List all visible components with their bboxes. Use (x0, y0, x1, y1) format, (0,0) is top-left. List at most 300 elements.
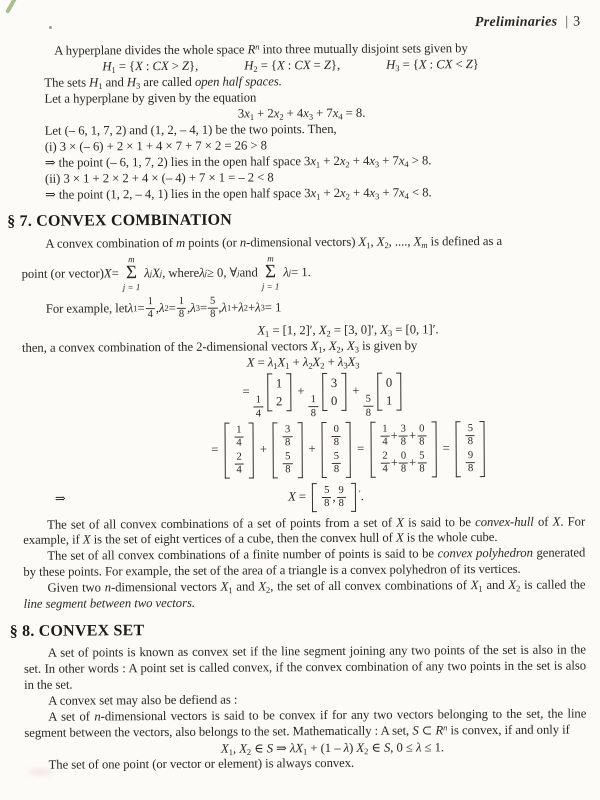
text-run: = (439, 441, 453, 456)
text-run: }, (188, 58, 199, 73)
text-run: is defined as a (427, 233, 503, 249)
subscript: 2 (345, 159, 350, 170)
convex-set-math-def-paragraph (24, 706, 586, 741)
text-run: + (289, 355, 303, 370)
subscript: 4 (404, 159, 409, 170)
italic-text-run: x (369, 185, 376, 200)
text-run: + 2 (320, 153, 340, 169)
text-run: and (239, 265, 258, 280)
right-bracket (249, 422, 254, 478)
fraction (146, 296, 155, 321)
numerator: 0 (332, 424, 341, 437)
vector-row (386, 393, 392, 409)
vector-rows (278, 422, 298, 478)
denominator: 8 (284, 437, 291, 449)
text-run: points (or (185, 235, 240, 250)
italic-text-run: R (435, 722, 444, 737)
subscript: 3 (308, 111, 314, 122)
numerator: 9 (336, 485, 345, 498)
denominator: 8 (333, 464, 340, 476)
numerator: 5 (466, 423, 475, 436)
italic-text-run: n (239, 235, 247, 250)
numerator: 5 (283, 451, 292, 464)
text-run: = { (257, 58, 277, 73)
italic-text-run: S (266, 741, 274, 756)
line-segment-paragraph (23, 578, 585, 613)
subscript: 1 (366, 240, 371, 251)
denominator: 8 (324, 498, 330, 510)
text-run: into three mutually disjoint sets given by (259, 41, 468, 57)
single-point-convex-line (25, 755, 587, 774)
text-run: The set of one point (or vector or element) is always convex. (48, 756, 355, 773)
text-run: > (168, 58, 183, 73)
italic-text-run: Z (181, 58, 190, 73)
italic-text-run: H (244, 58, 254, 73)
denominator: 4 (255, 407, 262, 419)
denominator: 4 (236, 437, 242, 449)
italic-text-run: X (318, 323, 327, 338)
subscript: 1 (316, 191, 321, 202)
italic-text-run: Z (465, 57, 473, 72)
fraction (336, 485, 345, 510)
vector-row (379, 450, 427, 475)
text-run: }, (330, 57, 341, 72)
italic-text-run: H (386, 57, 396, 72)
text-run: ⇒ (272, 741, 290, 756)
subscript: 2 (384, 240, 389, 251)
column-vector (273, 422, 303, 478)
text-run: = [3, 0]′, (330, 322, 381, 338)
italic-text-run: λ (337, 355, 344, 370)
text-run: = (295, 489, 310, 504)
subscript: 3 (355, 360, 360, 371)
text-run: + (256, 442, 271, 457)
italic-text-run: S (383, 741, 391, 756)
denominator: 8 (338, 498, 344, 510)
column-vector (267, 373, 292, 411)
text-run: A convex combination of (45, 235, 177, 251)
italic-text-run: n (94, 709, 101, 724)
vector-row (331, 375, 337, 391)
italic-text-run: X (103, 266, 112, 281)
text-run: and (482, 578, 509, 593)
fraction (466, 423, 475, 448)
column-vector (312, 483, 356, 512)
text-run: = [0, 1]′. (392, 322, 439, 337)
text-run: + 2 (253, 106, 274, 121)
text-run: Given two (47, 580, 105, 595)
italic-text-run: X (220, 579, 229, 594)
fraction (177, 296, 186, 321)
text-run: is given by (358, 338, 418, 353)
text-run: ≥ 0, ∀ (206, 265, 238, 280)
text-run: = (353, 441, 368, 456)
italic-text-run: λ (144, 266, 150, 281)
text-run: 3 (237, 106, 245, 121)
numerator: 1 (177, 296, 186, 309)
italic-text-run: H (102, 59, 112, 74)
text-run: } (472, 57, 479, 72)
text-run: A set of points is known as convex set if the line segment joining any two points of the set is also in the set. In other words : A point set is called convex, if the convex combination of any two points in the set is also in the set. (23, 642, 587, 692)
italic-text-run: X (312, 355, 321, 370)
italic-text-run: x (398, 185, 405, 200)
text-run: A convex set may also be defiend as : (48, 692, 238, 708)
denominator: 8 (310, 407, 317, 419)
text-run: = (211, 442, 222, 457)
text-run: = (168, 301, 176, 316)
right-bracket (351, 483, 356, 512)
subscript: 3 (354, 344, 360, 355)
text-run: generated by these points. For example, the set of the area of a triangle is a convex polyhedron of its vertices. (23, 545, 586, 580)
italic-text-run: X (257, 323, 266, 338)
denominator: 8 (400, 463, 407, 475)
italic-text-run: X (276, 58, 285, 73)
text-run: 0 (330, 394, 338, 409)
italic-text-run: X (413, 234, 422, 249)
text-run: + 4 (283, 106, 304, 121)
text-run: ⊂ (418, 722, 436, 738)
italic-text-run: X (82, 532, 91, 547)
italic-text-run: X (310, 339, 319, 354)
italic-text-run: H (89, 75, 99, 90)
convex-combination-def-line1 (45, 232, 583, 251)
italic-text-run: λ (158, 301, 165, 316)
italic-text-run: X (358, 234, 367, 249)
text-run: A hyperplane divides the whole space (54, 42, 248, 58)
text-run: , (232, 742, 240, 757)
italic-text-run: X (152, 266, 160, 281)
combination-eq-symbolic (22, 353, 584, 372)
vector-rows (317, 483, 351, 512)
sigma-symbol: Σ (125, 262, 138, 284)
subscript: 1 (273, 360, 278, 372)
fraction (466, 450, 475, 475)
text-run: , (187, 301, 191, 316)
right-bracket (297, 422, 302, 478)
column-vector (322, 422, 352, 478)
implies-arrow: ⇒ (54, 491, 66, 506)
denominator: 8 (285, 464, 291, 476)
case-ii-result-line (45, 183, 583, 202)
subscript: 3 (135, 80, 141, 91)
text-run: Let a hyperplane by given by the equation (44, 90, 257, 106)
right-bracket (480, 421, 485, 477)
subscript: 1 (478, 583, 483, 594)
vector-row (331, 451, 342, 476)
section-7-heading: § 7. CONVEX COMBINATION (7, 211, 233, 230)
italic-text-run: CX (436, 57, 453, 72)
numerator: 1 (254, 394, 263, 407)
italic-text-run: λ (267, 355, 274, 370)
column-vector (456, 421, 486, 477)
right-bracket (341, 373, 346, 411)
numerator: 1 (309, 394, 318, 407)
text-run: < 8. (408, 185, 432, 200)
italic-text-run: X (246, 355, 255, 370)
italic-text-run: X (356, 741, 365, 756)
text-run: then, a convex combination of the 2-dimensional vectors (21, 339, 311, 356)
subscript: 2 (266, 585, 271, 596)
text-run: -dimensional vectors (110, 579, 221, 595)
text-run: + (231, 300, 239, 315)
italic-text-run: open half spaces. (194, 74, 282, 89)
subscript: 2 (279, 111, 284, 122)
text-run: + 7 (379, 185, 400, 200)
text-run: : (426, 57, 437, 72)
lambda-example-line (46, 293, 584, 322)
numerator: 2 (380, 450, 389, 463)
denominator: 4 (382, 463, 388, 475)
subscript: 3 (374, 159, 380, 170)
italic-text-run: x (310, 154, 316, 169)
subscript: 1 (228, 585, 233, 596)
fraction (332, 451, 341, 476)
text-run: + (409, 455, 417, 470)
denominator: 8 (400, 436, 407, 448)
italic-text-run: X (380, 322, 388, 337)
italic-text-run: convex polyhedron (437, 546, 533, 561)
page-header (20, 13, 580, 33)
italic-text-run: X (277, 355, 286, 370)
subscript: 2 (516, 583, 521, 594)
text-run: (i) 3 × (– 6) + 2 × 1 + 4 × 7 + 7 × 2 = 26 > 8 (44, 138, 267, 154)
fraction (283, 424, 292, 449)
text-run: of (533, 514, 553, 529)
vector-row (282, 424, 293, 449)
summation-upper-limit: m (128, 254, 135, 265)
numerator: 9 (466, 450, 475, 463)
fraction (417, 450, 426, 475)
column-vector (377, 373, 402, 411)
vector-row (276, 393, 282, 409)
italic-text-run: X (346, 339, 355, 354)
subscript: 1 (98, 80, 103, 91)
vector-row (233, 424, 244, 449)
vector-row (282, 451, 293, 476)
subscript: 2 (336, 344, 341, 355)
summation-lower-limit: j = 1 (261, 281, 280, 292)
text-run: + (390, 428, 398, 444)
numerator: 5 (417, 450, 426, 463)
text-run: + (349, 383, 363, 398)
text-run: : (142, 59, 153, 74)
denominator: 8 (210, 308, 216, 320)
denominator: 4 (236, 464, 242, 476)
combination-result-eq (244, 483, 364, 513)
text-run: ∈ (368, 741, 384, 756)
italic-text-run: λ (190, 300, 196, 316)
text-run: + (324, 355, 338, 370)
right-bracket (346, 422, 351, 478)
italic-text-run: X (288, 489, 296, 504)
text-run: , where (162, 265, 200, 281)
text-run: For example, let (45, 301, 128, 316)
denominator: 8 (467, 436, 474, 448)
vector-row (331, 424, 342, 449)
numerator: 0 (399, 450, 408, 463)
italic-text-run: X (396, 515, 404, 530)
combination-eq-fraction-vectors (22, 420, 584, 479)
fraction (234, 424, 243, 449)
text-run: < (452, 57, 466, 72)
fraction (322, 485, 331, 510)
subscript: 1 (303, 747, 308, 758)
convex-set-def-paragraph (24, 642, 586, 693)
column-vector (322, 373, 347, 411)
italic-text-run: x (303, 106, 309, 121)
fraction (254, 394, 263, 419)
text-run: = (111, 266, 119, 281)
convex-hull-paragraph (23, 514, 585, 549)
italic-text-run: R (247, 42, 256, 57)
text-run: -dimensional vectors is said to be convex if for any two vectors belonging to the set, the line segment between the vectors, also belongs to the set. Mathematically : A set, (24, 706, 587, 740)
numerator: 1 (380, 424, 389, 437)
italic-text-run: CX (294, 58, 311, 73)
vector-rows (272, 373, 287, 411)
supscript: n (255, 41, 260, 52)
denominator: 8 (419, 436, 425, 448)
text-run: , (155, 301, 160, 316)
italic-text-run: X (418, 57, 427, 72)
fraction (399, 450, 408, 475)
italic-text-run: S (412, 723, 419, 738)
italic-text-run: X (470, 578, 479, 593)
subscript: 1 (264, 329, 270, 340)
column-vector (224, 422, 254, 478)
text-run: 1 (275, 376, 283, 391)
text-run: = [1, 2]′, (269, 323, 319, 338)
subscript: 1 (111, 64, 116, 75)
text-run: = (199, 300, 208, 315)
subscript: 2 (246, 747, 252, 758)
supscript: ′ (358, 487, 361, 498)
numerator: 1 (146, 296, 155, 309)
vector-row (233, 451, 244, 476)
italic-text-run: X (395, 531, 404, 546)
italic-text-run: X (376, 234, 385, 249)
fraction (417, 423, 426, 448)
scan-artifact-green (5, 0, 17, 14)
text-run: 1 (385, 393, 393, 408)
italic-text-run: x (398, 153, 405, 168)
right-bracket (396, 373, 401, 411)
text-run: ⇒ the point (– 6, 1, 7, 2) lies in the open half space 3 (44, 154, 311, 170)
text-run: + 7 (379, 153, 399, 168)
italic-text-run: λ (199, 265, 205, 280)
text-run: is convex, if and only if (447, 722, 570, 737)
italic-text-run: X (552, 514, 561, 529)
subscript: m (421, 239, 428, 250)
text-run: + (294, 384, 308, 399)
text-run: = (137, 301, 145, 316)
italic-text-run: X (239, 741, 247, 757)
italic-text-run: X (347, 355, 356, 370)
fraction (234, 451, 243, 476)
denominator: 8 (419, 463, 425, 475)
numerator: 0 (417, 423, 426, 436)
text-run: Let (– 6, 1, 7, 2) and (1, 2, – 4, 1) be the two points. Then, (44, 121, 337, 138)
numerator: 3 (283, 424, 292, 437)
text-run: + 7 (312, 105, 333, 121)
supscript: n (443, 721, 448, 732)
italic-text-run: convex-hull (475, 514, 534, 529)
header-separator: | (565, 14, 569, 30)
text-run: , the set of all convex combinations of (270, 578, 471, 594)
italic-text-run: X (135, 59, 143, 74)
vector-row (386, 375, 392, 391)
text-run: and (232, 579, 259, 594)
italic-text-run: x (369, 153, 375, 168)
text-run: = 1 (264, 300, 282, 315)
subscript: 1 (228, 747, 233, 758)
numerator: 5 (364, 394, 373, 407)
italic-text-run: x (273, 106, 280, 121)
subscript: 1 (318, 344, 323, 355)
subscript: 2 (320, 360, 325, 371)
subscript: 1 (285, 360, 290, 371)
text-run: = (254, 355, 268, 370)
fraction (208, 295, 217, 320)
vector-rows (229, 422, 249, 478)
vector-rows (461, 421, 481, 477)
text-run: + 2 (320, 185, 341, 201)
italic-text-run: n (104, 580, 112, 595)
section-8-heading: § 8. CONVEX SET (9, 622, 145, 640)
page-content (7, 13, 587, 774)
subscript: 2 (364, 746, 369, 757)
text-run: The set of all convex combinations of a set of points from a set of (47, 515, 397, 532)
italic-text-run: X (328, 339, 337, 354)
numerator: 5 (332, 451, 341, 464)
right-bracket (431, 421, 436, 477)
text-run: , (332, 490, 336, 505)
italic-text-run: λ (221, 300, 227, 315)
subscript: 2 (308, 360, 313, 371)
fraction (283, 451, 292, 476)
text-run: . For example, if (23, 514, 586, 548)
text-run: , (370, 234, 377, 249)
italic-text-run: λ (127, 301, 134, 316)
italic-text-run: λ (238, 300, 244, 315)
vector-row (331, 393, 337, 409)
italic-text-run: X (220, 742, 229, 757)
subscript: 4 (404, 191, 409, 202)
subscript: 1 (249, 111, 255, 122)
italic-text-run: X (258, 579, 267, 594)
denominator: 8 (333, 437, 340, 449)
italic-text-run: x (332, 105, 339, 120)
summation-lower-limit: j = 1 (122, 281, 141, 293)
denominator: 4 (382, 437, 388, 449)
text-run: A set of (48, 709, 95, 724)
text-run: + (1 – (307, 741, 344, 756)
text-run: + (305, 441, 319, 456)
italic-text-run: line segment between two vectors. (23, 595, 195, 611)
text-run: + 4 (349, 185, 370, 200)
text-run: = (310, 58, 324, 73)
italic-text-run: x (310, 186, 317, 201)
numerator: 5 (208, 295, 217, 308)
denominator: 8 (365, 407, 372, 419)
text-run: ) (349, 741, 357, 756)
text-run: + 4 (349, 153, 370, 168)
text-run: ⇒ the point (1, 2, – 4, 1) lies in the open half space 3 (45, 186, 311, 202)
summation-upper-limit: m (267, 253, 274, 264)
italic-text-run: Z (323, 57, 331, 73)
text-run: The sets (44, 75, 90, 90)
text-run: are called (140, 74, 195, 90)
convex-polyhedron-paragraph (23, 546, 585, 581)
